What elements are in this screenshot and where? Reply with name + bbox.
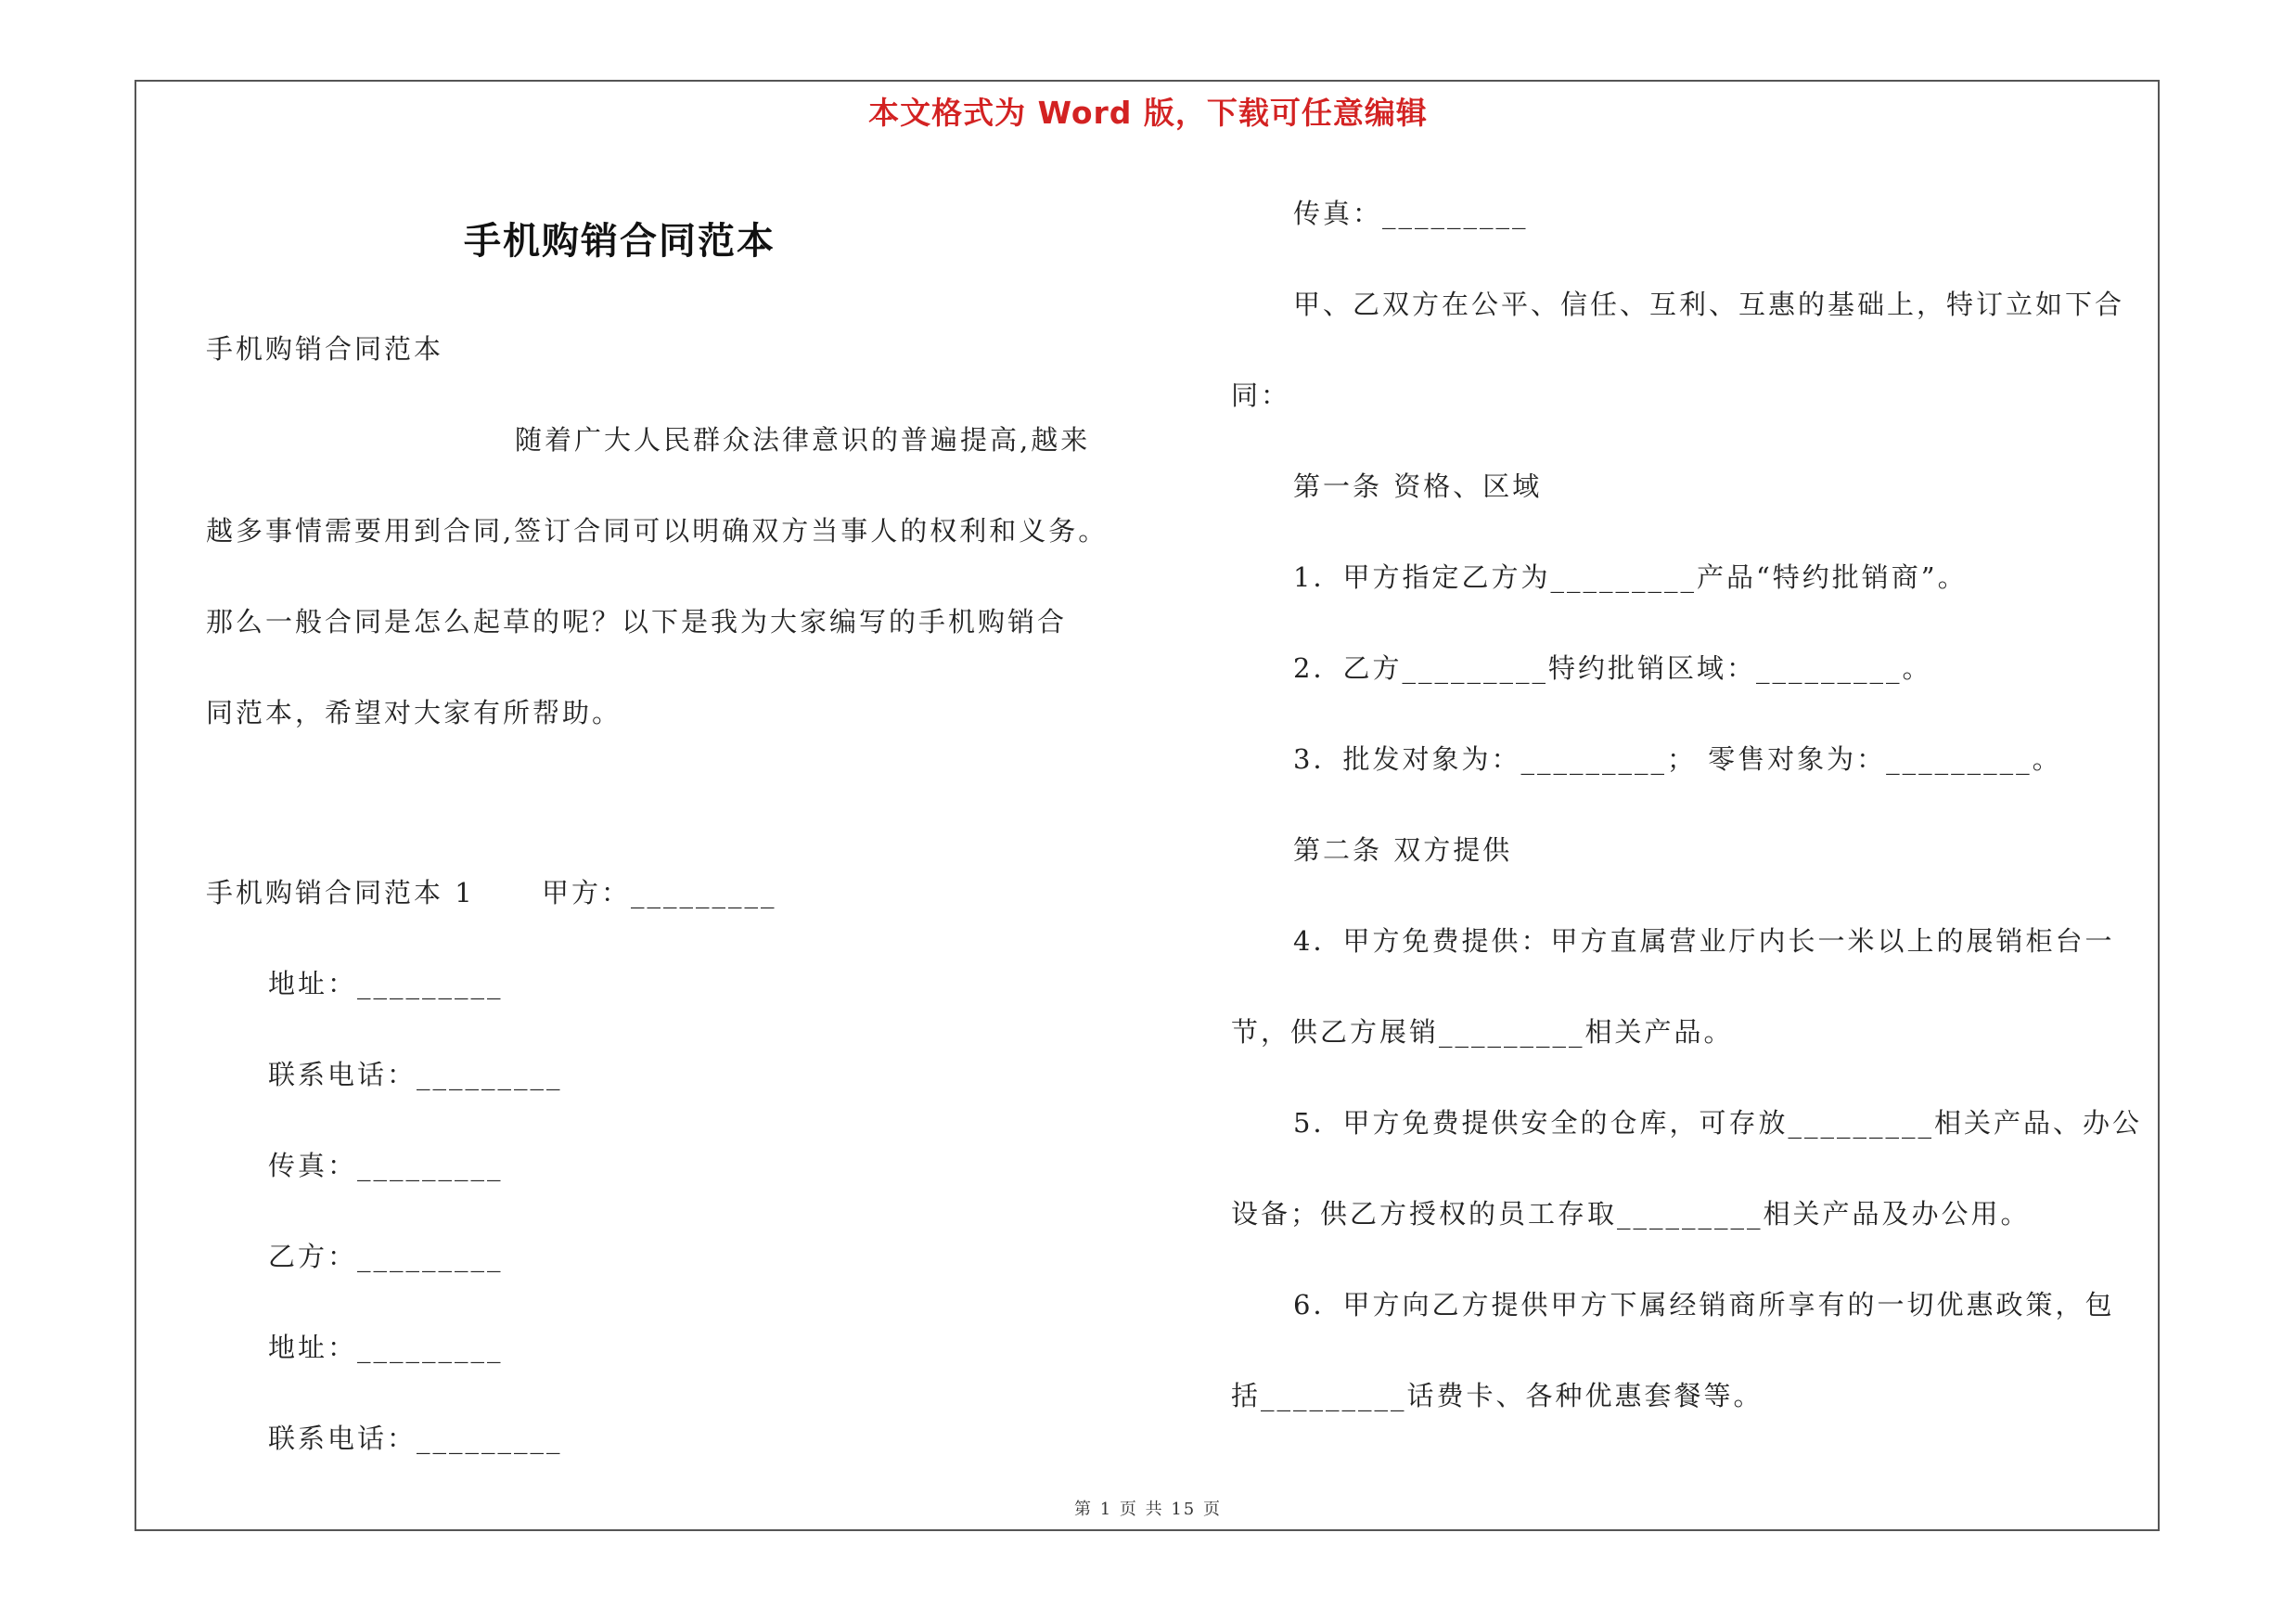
article-1-heading: 第一条 资格、区域 bbox=[1293, 470, 1543, 502]
clause-2: 2．乙方_________特约批销区域：_________。 bbox=[1293, 652, 1932, 684]
clause-4-line-1: 4．甲方免费提供：甲方直属营业厅内长一米以上的展销柜台一 bbox=[1293, 925, 2115, 957]
section-heading: 手机购销合同范本 1 bbox=[206, 877, 475, 908]
party-b-phone-field: 联系电话：_________ bbox=[268, 1423, 563, 1454]
clause-3: 3．批发对象为：_________； 零售对象为：_________。 bbox=[1293, 743, 2062, 775]
party-a-address-field: 地址：_________ bbox=[268, 968, 504, 999]
party-a-field: 甲方：_________ bbox=[542, 877, 777, 908]
party-b-field: 乙方：_________ bbox=[268, 1241, 504, 1272]
clause-6-line-1: 6．甲方向乙方提供甲方下属经销商所享有的一切优惠政策，包 bbox=[1293, 1289, 2115, 1320]
article-2-heading: 第二条 双方提供 bbox=[1293, 834, 1513, 866]
intro-line-3: 那么一般合同是怎么起草的呢？以下是我为大家编写的手机购销合 bbox=[206, 606, 1068, 638]
preamble-line-1: 甲、乙双方在公平、信任、互利、互惠的基础上，特订立如下合 bbox=[1293, 289, 2125, 320]
clause-6-line-2: 括_________话费卡、各种优惠套餐等。 bbox=[1231, 1380, 1764, 1411]
preamble-line-2: 同： bbox=[1231, 380, 1291, 411]
clause-4-line-2: 节，供乙方展销_________相关产品。 bbox=[1231, 1016, 1734, 1048]
intro-line-1: 随着广大人民群众法律意识的普遍提高,越来 bbox=[515, 424, 1091, 456]
party-a-fax-field: 传真：_________ bbox=[268, 1150, 504, 1181]
party-b-address-field: 地址：_________ bbox=[268, 1332, 504, 1363]
party-a-phone-field: 联系电话：_________ bbox=[268, 1059, 563, 1090]
word-format-banner: 本文格式为 Word 版，下载可任意编辑 bbox=[868, 95, 1428, 131]
subtitle: 手机购销合同范本 bbox=[206, 333, 444, 365]
clause-5-line-2: 设备；供乙方授权的员工存取_________相关产品及办公用。 bbox=[1231, 1198, 2031, 1230]
clause-1: 1．甲方指定乙方为_________产品“特约批销商”。 bbox=[1293, 561, 1968, 593]
document-title: 手机购销合同范本 bbox=[464, 220, 776, 263]
intro-line-2: 越多事情需要用到合同,签订合同可以明确双方当事人的权利和义务。 bbox=[206, 515, 1109, 547]
clause-5-line-1: 5．甲方免费提供安全的仓库，可存放_________相关产品、办公 bbox=[1293, 1107, 2142, 1139]
party-b-fax-field: 传真：_________ bbox=[1293, 198, 1529, 229]
intro-line-4: 同范本，希望对大家有所帮助。 bbox=[206, 697, 622, 728]
page-number: 第 1 页 共 15 页 bbox=[1074, 1500, 1222, 1519]
